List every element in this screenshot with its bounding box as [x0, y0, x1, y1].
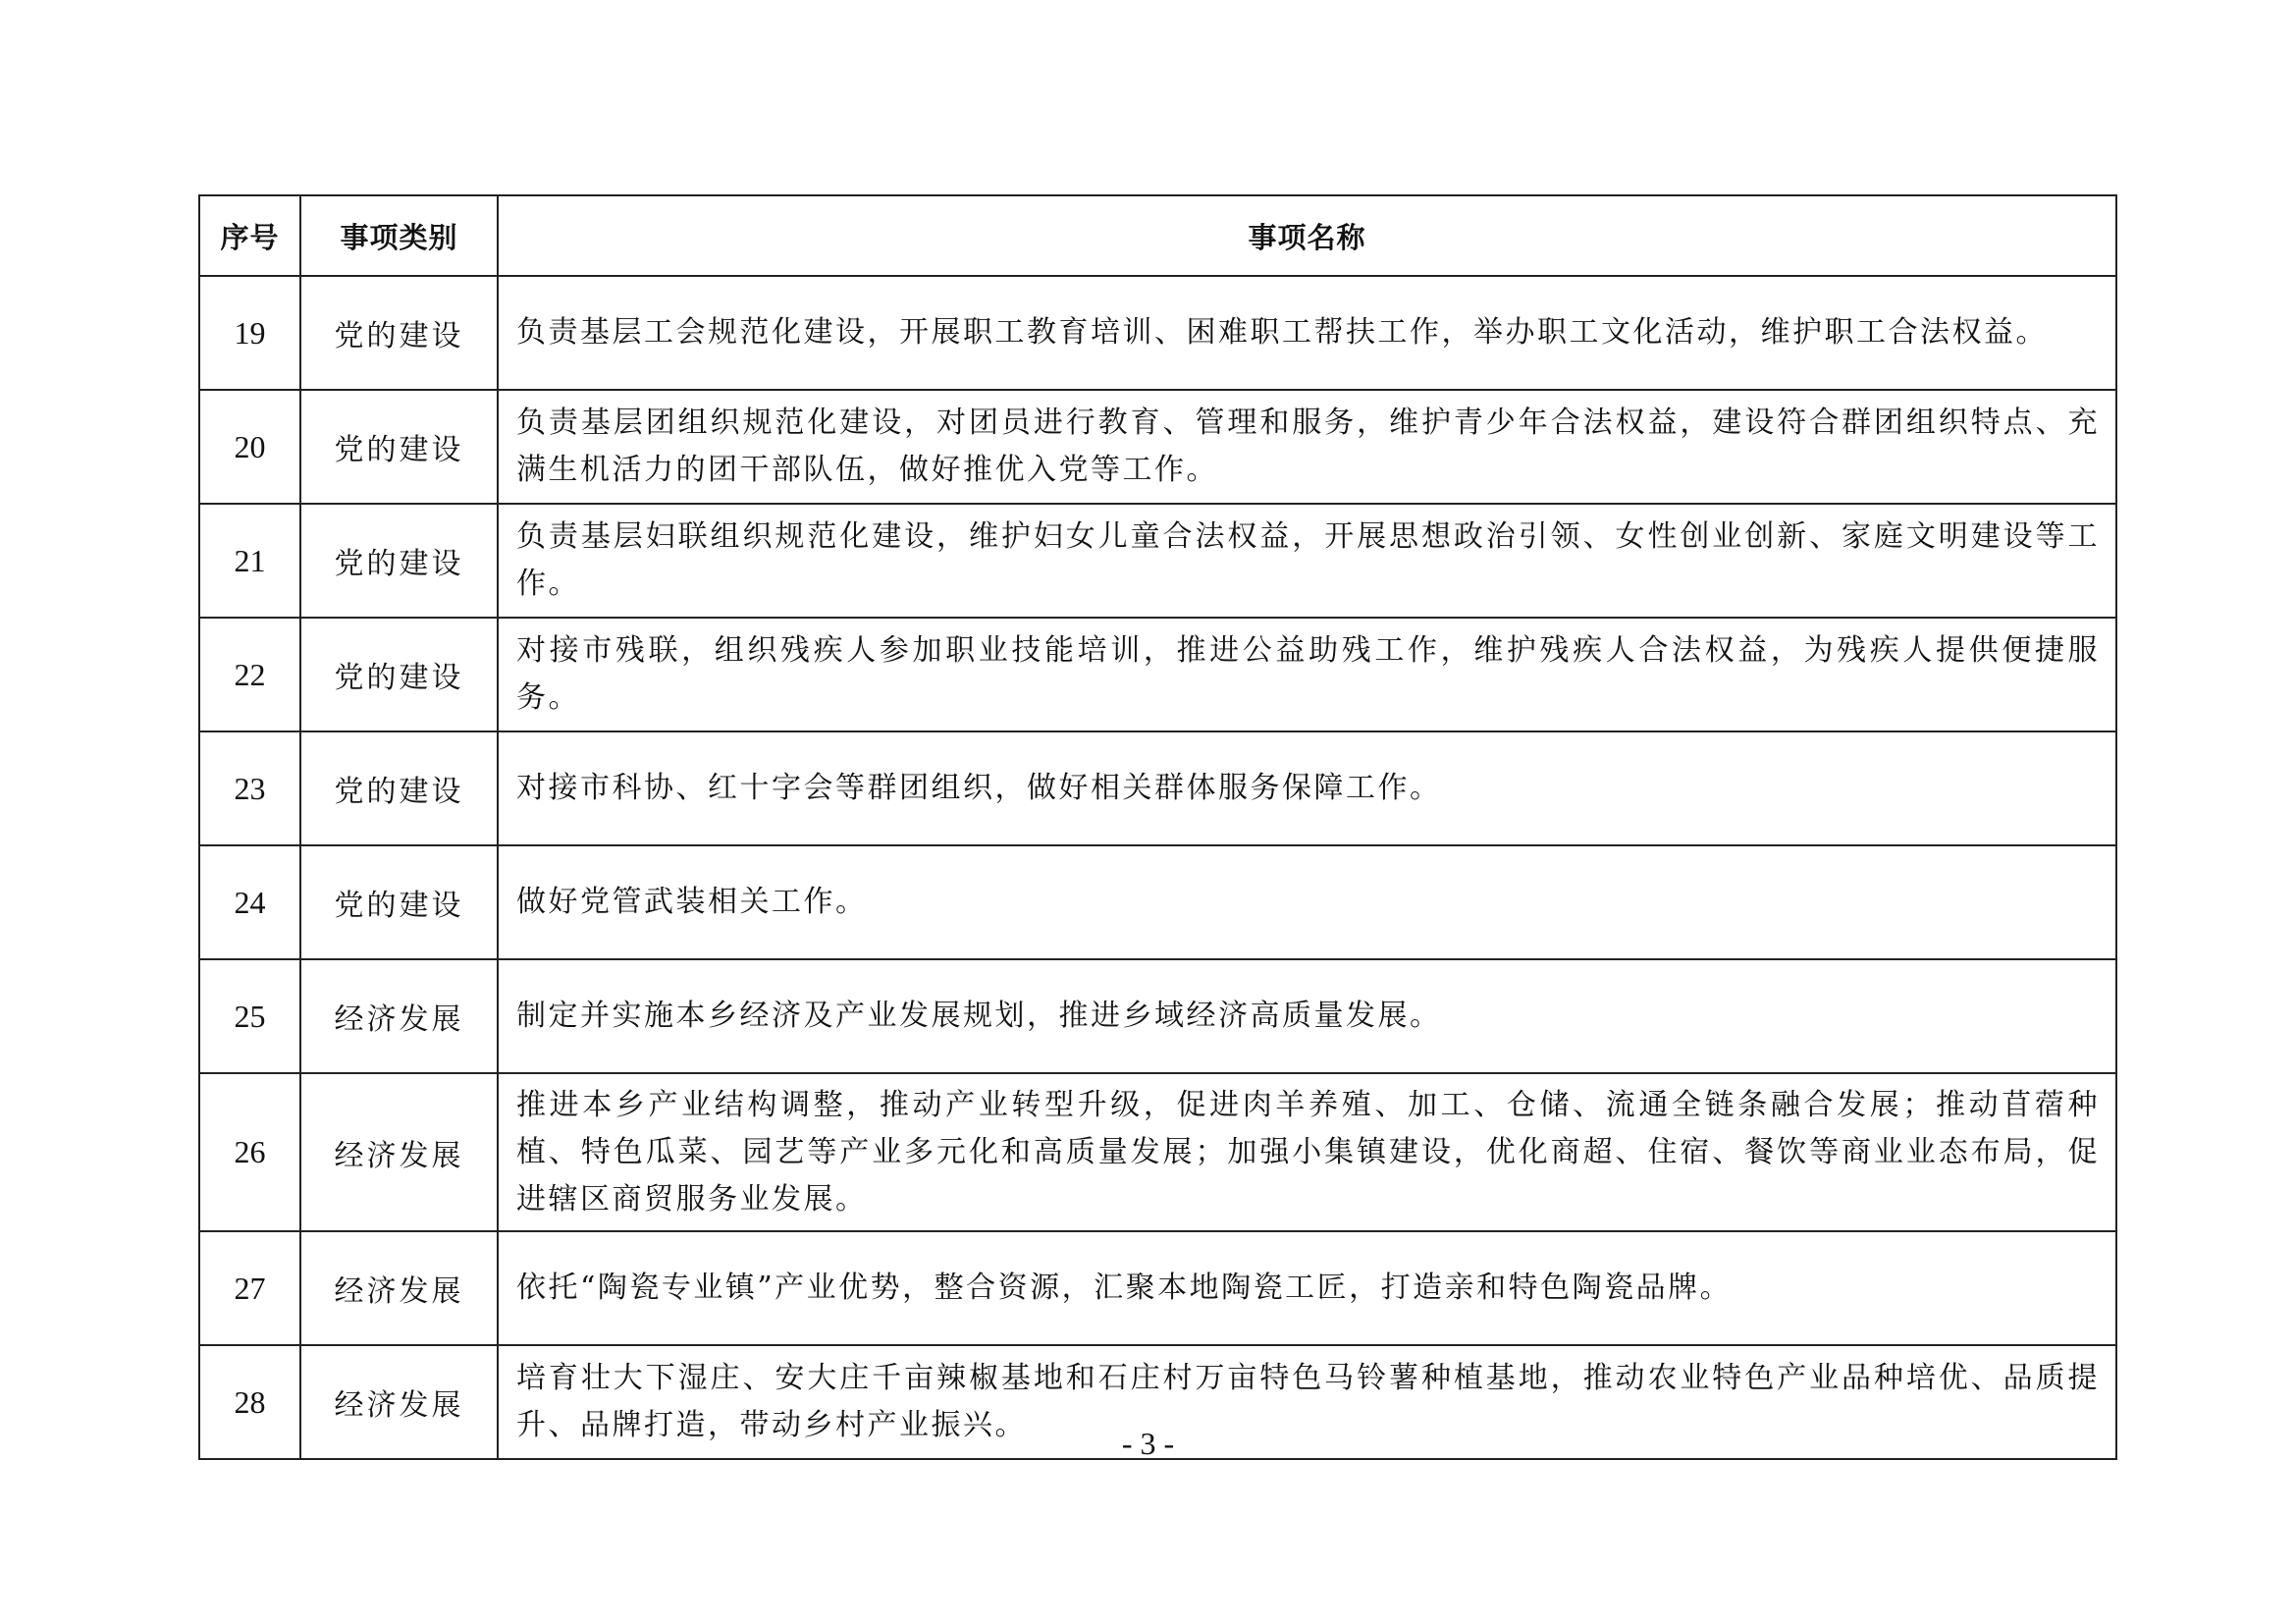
table-row — [199, 959, 2116, 1073]
row-category: 党的建设 — [300, 731, 498, 845]
row-index: 28 — [199, 1345, 300, 1459]
row-category: 经济发展 — [300, 959, 498, 1073]
row-category: 党的建设 — [300, 618, 498, 731]
row-index: 21 — [199, 504, 300, 618]
header-name: 事项名称 — [498, 195, 2116, 276]
matters-table-container — [198, 194, 2115, 1460]
row-category: 经济发展 — [300, 1345, 498, 1459]
row-name: 负责基层工会规范化建设，开展职工教育培训、困难职工帮扶工作，举办职工文化活动，维护职工合法权益。 — [498, 276, 2116, 390]
row-name: 做好党管武装相关工作。 — [498, 845, 2116, 959]
row-name: 制定并实施本乡经济及产业发展规划，推进乡域经济高质量发展。 — [498, 959, 2116, 1073]
row-index: 20 — [199, 390, 300, 504]
row-category: 经济发展 — [300, 1073, 498, 1231]
row-name: 负责基层妇联组织规范化建设，维护妇女儿童合法权益，开展思想政治引领、女性创业创新、家庭文明建设等工作。 — [498, 504, 2116, 618]
row-index: 25 — [199, 959, 300, 1073]
matters-table — [198, 194, 2117, 1460]
row-name: 对接市残联，组织残疾人参加职业技能培训，推进公益助残工作，维护残疾人合法权益，为残疾人提供便捷服务。 — [498, 618, 2116, 731]
row-category: 党的建设 — [300, 390, 498, 504]
table-row — [199, 845, 2116, 959]
row-category: 党的建设 — [300, 845, 498, 959]
row-category: 党的建设 — [300, 504, 498, 618]
header-index: 序号 — [199, 195, 300, 276]
table-row — [199, 1073, 2116, 1231]
row-index: 23 — [199, 731, 300, 845]
row-name: 培育壮大下湿庄、安大庄千亩辣椒基地和石庄村万亩特色马铃薯种植基地，推动农业特色产业品种培优、品质提升、品牌打造，带动乡村产业振兴。 — [498, 1345, 2116, 1459]
row-name: 负责基层团组织规范化建设，对团员进行教育、管理和服务，维护青少年合法权益，建设符合群团组织特点、充满生机活力的团干部队伍，做好推优入党等工作。 — [498, 390, 2116, 504]
row-index: 24 — [199, 845, 300, 959]
row-name: 对接市科协、红十字会等群团组织，做好相关群体服务保障工作。 — [498, 731, 2116, 845]
table-row — [199, 390, 2116, 504]
table-row — [199, 276, 2116, 390]
row-index: 27 — [199, 1231, 300, 1345]
row-index: 22 — [199, 618, 300, 731]
row-index: 26 — [199, 1073, 300, 1231]
row-category: 党的建设 — [300, 276, 498, 390]
row-index: 19 — [199, 276, 300, 390]
table-row — [199, 1231, 2116, 1345]
table-row — [199, 731, 2116, 845]
row-name: 推进本乡产业结构调整，推动产业转型升级，促进肉羊养殖、加工、仓储、流通全链条融合发展；推动苜蓿种植、特色瓜菜、园艺等产业多元化和高质量发展；加强小集镇建设，优化商超、住宿、餐饮等商业业态布局，促进辖区商贸服务业发展。 — [498, 1073, 2116, 1231]
page-number: - 3 - — [1121, 1426, 1175, 1461]
table-row — [199, 618, 2116, 731]
row-category: 经济发展 — [300, 1231, 498, 1345]
table-row — [199, 504, 2116, 618]
header-category: 事项类别 — [300, 195, 498, 276]
row-name: 依托“陶瓷专业镇”产业优势，整合资源，汇聚本地陶瓷工匠，打造亲和特色陶瓷品牌。 — [498, 1231, 2116, 1345]
table-header-row — [199, 195, 2116, 276]
